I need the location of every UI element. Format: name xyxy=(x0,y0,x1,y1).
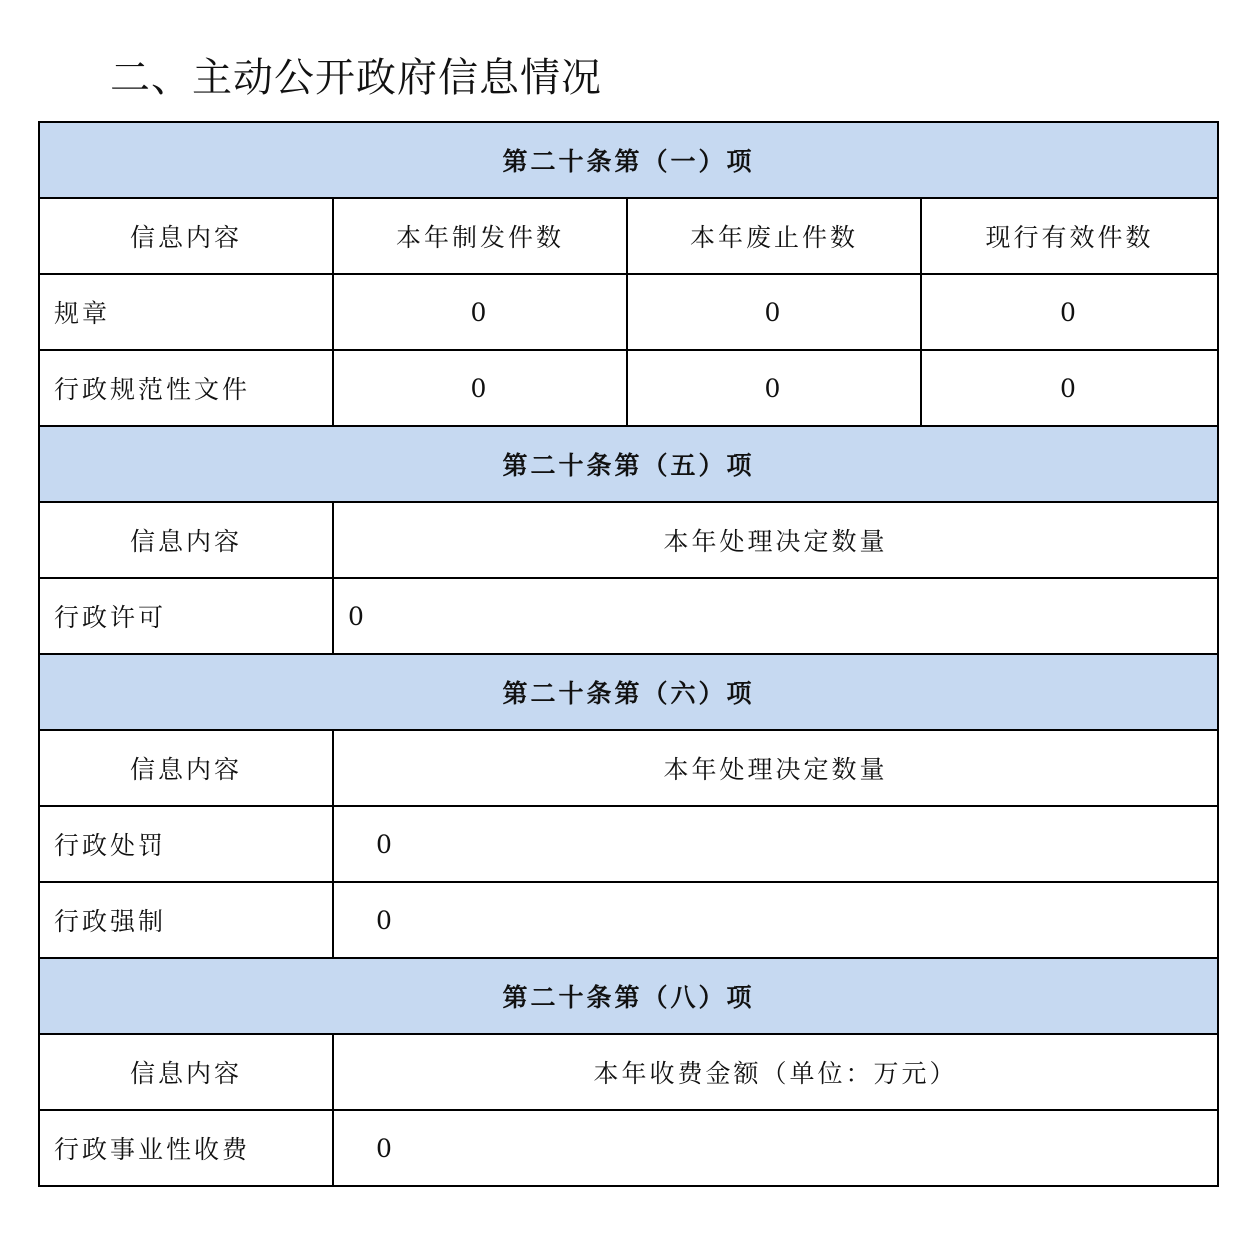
column-header-decision-count: 本年处理决定数量 xyxy=(333,730,1218,806)
cell-value: 0 xyxy=(333,806,1218,882)
row-label: 行政强制 xyxy=(39,882,333,958)
column-header-info-content: 信息内容 xyxy=(39,502,333,578)
cell-value: 0 xyxy=(333,350,627,426)
table-row xyxy=(39,806,1218,882)
page-title: 二、主动公开政府信息情况 xyxy=(110,55,602,101)
section-header-article-20-item-1: 第二十条第（一）项 xyxy=(39,122,1218,198)
section-header-article-20-item-5: 第二十条第（五）项 xyxy=(39,426,1218,502)
column-header-row xyxy=(39,502,1218,578)
row-label: 行政处罚 xyxy=(39,806,333,882)
cell-value: 0 xyxy=(627,350,921,426)
column-header-info-content: 信息内容 xyxy=(39,1034,333,1110)
cell-value: 0 xyxy=(921,274,1218,350)
row-label: 规章 xyxy=(39,274,333,350)
column-header-decision-count: 本年处理决定数量 xyxy=(333,502,1218,578)
section-header-row xyxy=(39,426,1218,502)
column-header-valid-count: 现行有效件数 xyxy=(921,198,1218,274)
table-row xyxy=(39,350,1218,426)
column-header-row xyxy=(39,198,1218,274)
section-header-article-20-item-8: 第二十条第（八）项 xyxy=(39,958,1218,1034)
info-table xyxy=(38,121,1219,1187)
section-header-row xyxy=(39,958,1218,1034)
table-row xyxy=(39,882,1218,958)
column-header-info-content: 信息内容 xyxy=(39,730,333,806)
row-label: 行政许可 xyxy=(39,578,333,654)
column-header-fee-amount: 本年收费金额（单位：万元） xyxy=(333,1034,1218,1110)
column-header-row xyxy=(39,1034,1218,1110)
section-header-row xyxy=(39,654,1218,730)
table-row xyxy=(39,578,1218,654)
cell-value: 0 xyxy=(333,274,627,350)
column-header-issued-count: 本年制发件数 xyxy=(333,198,627,274)
section-header-article-20-item-6: 第二十条第（六）项 xyxy=(39,654,1218,730)
cell-value: 0 xyxy=(333,578,1218,654)
section-header-row xyxy=(39,122,1218,198)
table-row xyxy=(39,1110,1218,1186)
row-label: 行政事业性收费 xyxy=(39,1110,333,1186)
cell-value: 0 xyxy=(627,274,921,350)
cell-value: 0 xyxy=(333,882,1218,958)
column-header-abolished-count: 本年废止件数 xyxy=(627,198,921,274)
column-header-row xyxy=(39,730,1218,806)
cell-value: 0 xyxy=(921,350,1218,426)
cell-value: 0 xyxy=(333,1110,1218,1186)
row-label: 行政规范性文件 xyxy=(39,350,333,426)
column-header-info-content: 信息内容 xyxy=(39,198,333,274)
table-row xyxy=(39,274,1218,350)
